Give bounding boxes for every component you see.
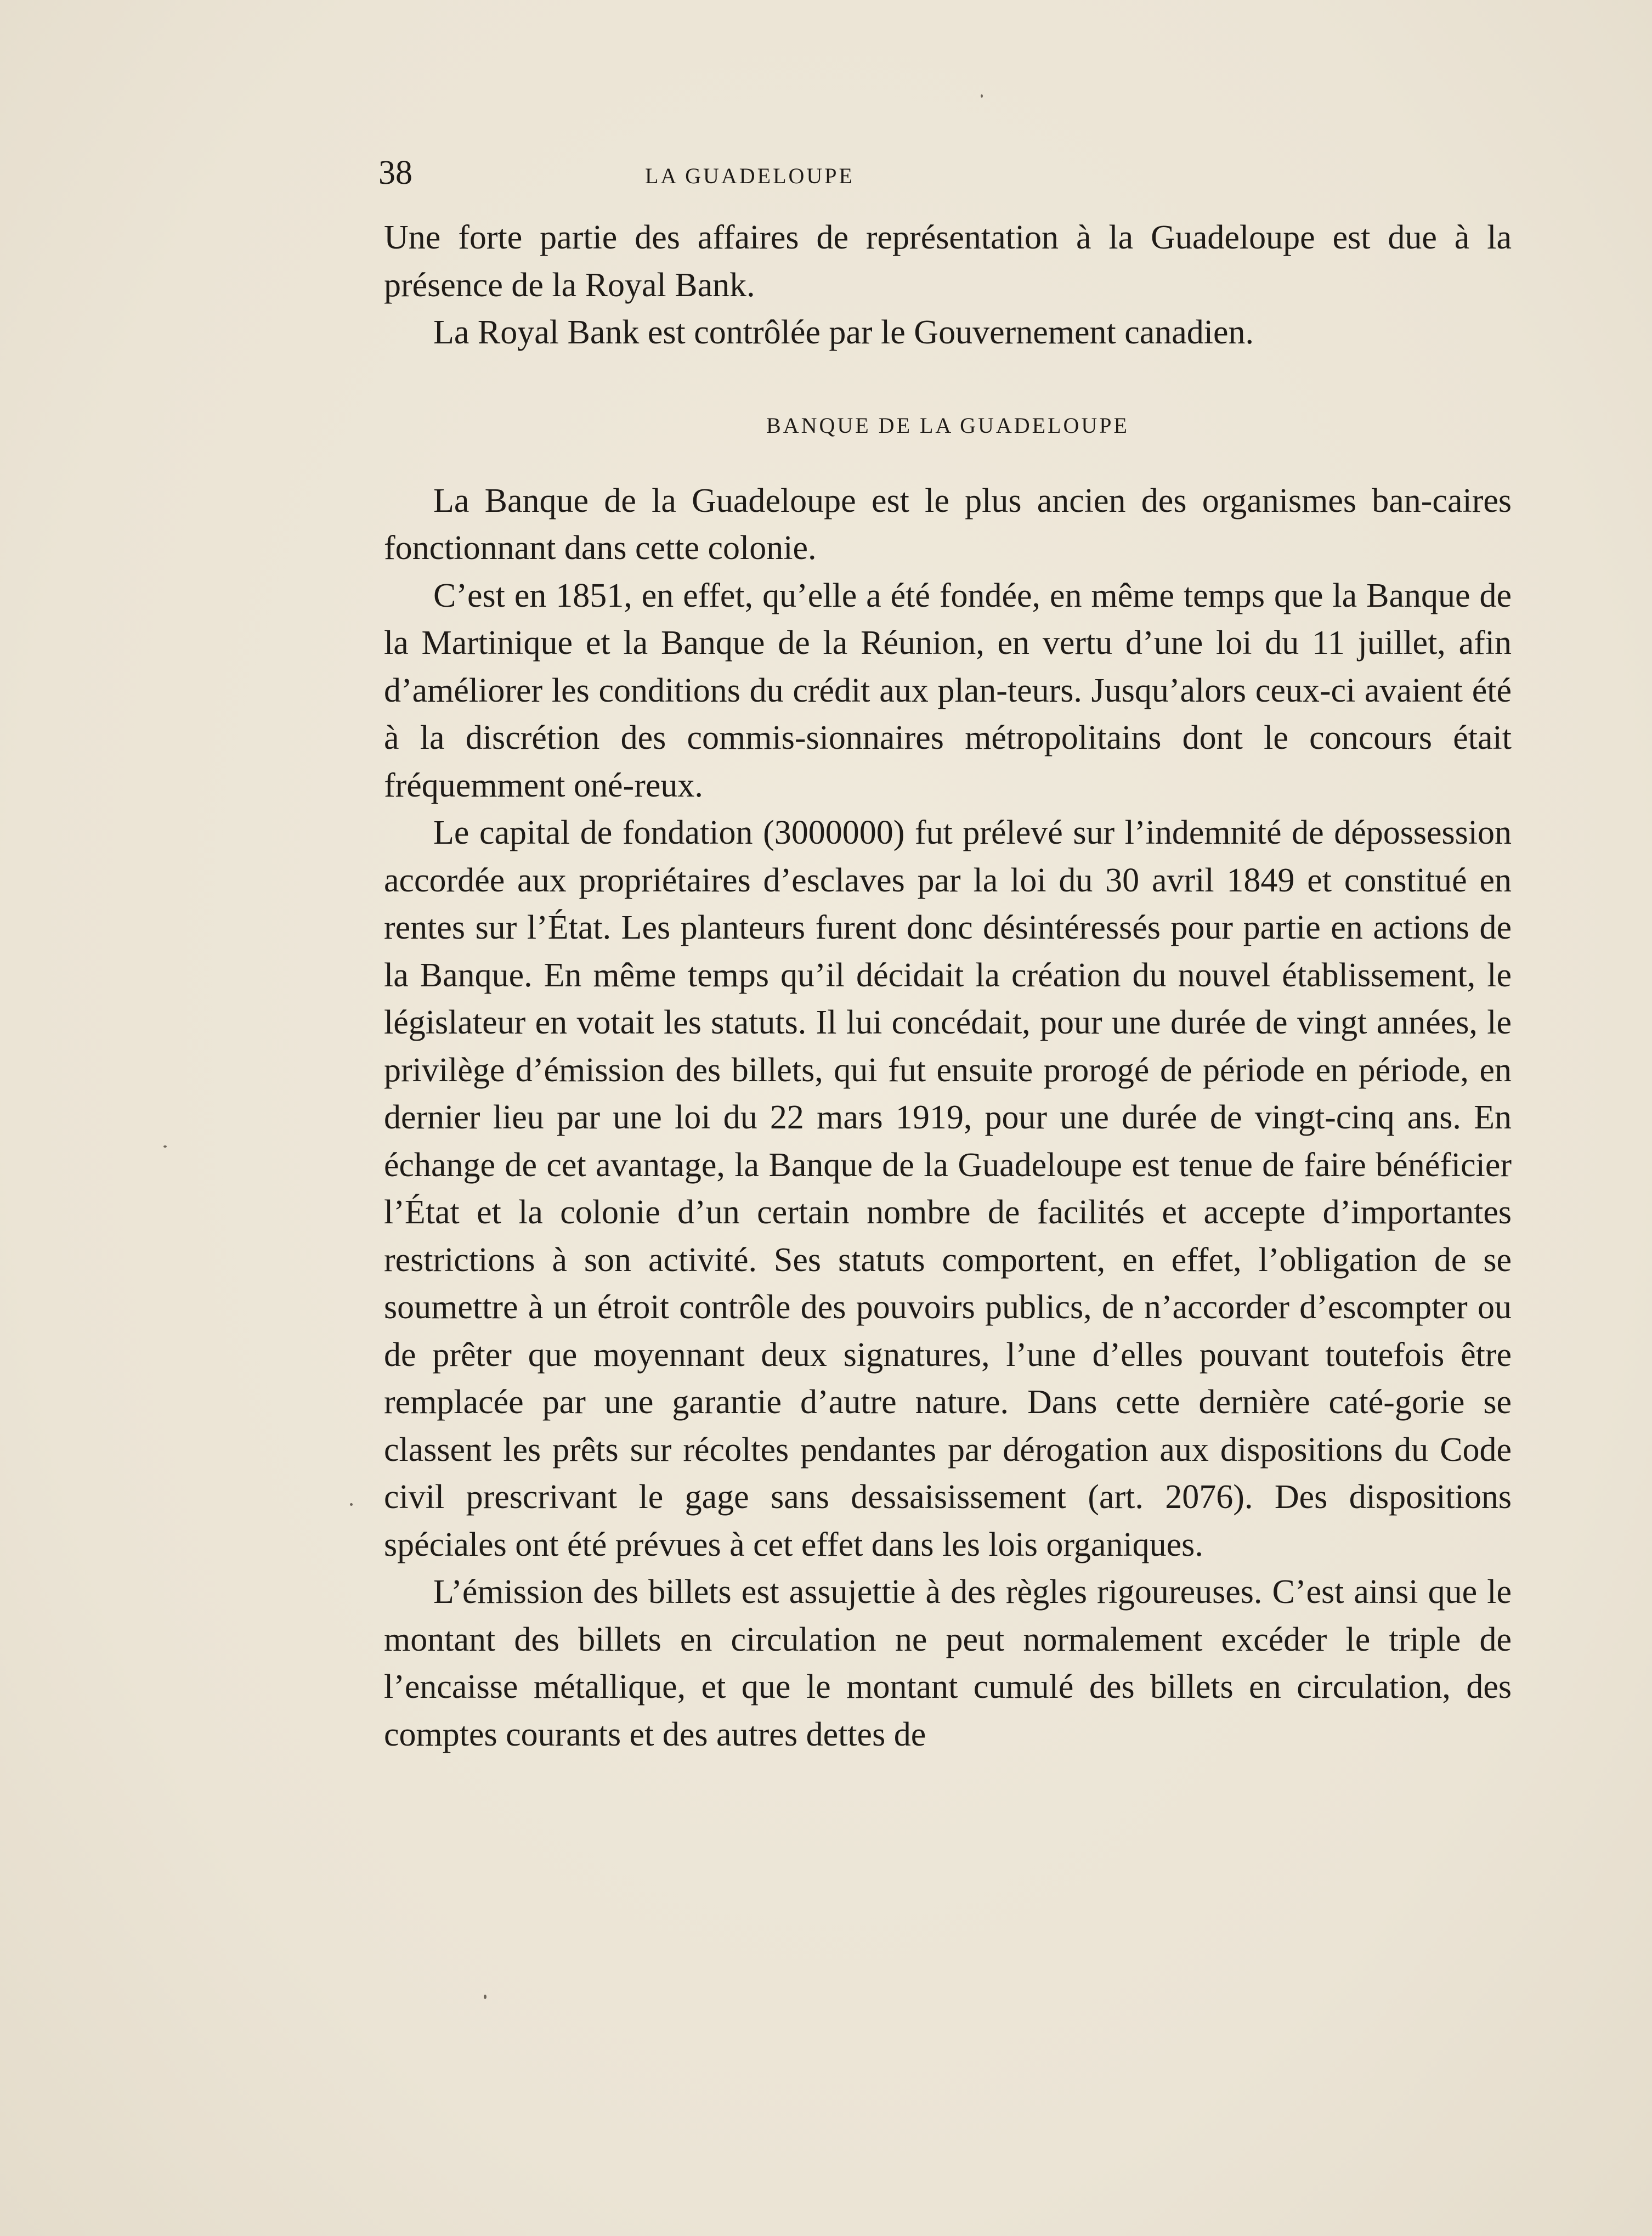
paragraph-capital-fondation: Le capital de fondation (3000000) fut prélevé sur l’indemnité de dépossession accordée aux propriétaires d’esclaves par la loi du 30 avril 1849 et constitué en rentes sur l’État. Les planteurs furent donc désintéressés pour partie en actions de la Banque. En même temps qu’il décidait la création du nouvel établissement, le législateur en votait les statuts. Il lui concédait, pour une durée de vingt années, le privilège d’émission des billets, qui fut ensuite prorogé de période en période, en dernier lieu par une loi du 22 mars 1919, pour une durée de vingt-cinq ans. En échange de cet avantage, la Banque de la Guadeloupe est tenue de faire bénéficier l’État et la colonie d’un certain nombre de facilités et accepte d’importantes restrictions à son activité. Ses statuts comportent, en effet, l’obligation de se soumettre à un étroit contrôle des pouvoirs publics, de n’accorder d’escompter ou de prêter que moyennant deux signatures, l’une d’elles pouvant toutefois être remplacée par une garantie d’autre nature. Dans cette dernière caté-gorie se classent les prêts sur récoltes pendantes par dérogation aux dispositions du Code civil prescrivant le gage sans dessaisissement (art. 2076). Des dispositions spéciales ont été prévues à cet effet dans les lois organiques.	[384, 814, 1512, 1563]
paper-speck	[163, 1145, 167, 1148]
text-block	[384, 214, 1512, 1758]
paragraph-founding-1851: C’est en 1851, en effet, qu’elle a été fondée, en même temps que la Banque de la Martinique et la Banque de la Réunion, en vertu d’une loi du 11 juillet, afin d’améliorer les conditions du crédit aux plan-teurs. Jusqu’alors ceux-ci avaient été à la discrétion des commis-sionnaires métropolitains dont le concours était fréquemment oné-reux.	[384, 577, 1512, 804]
paragraph-banque-origin: La Banque de la Guadeloupe est le plus ancien des organismes ban-caires fonctionnant dans cette colonie.	[384, 482, 1512, 567]
section-title: BANQUE DE LA GUADELOUPE	[766, 413, 1129, 438]
paper-speck	[350, 1503, 353, 1506]
page-number: 38	[378, 154, 412, 191]
paragraph-emission-billets: L’émission des billets est assujettie à des règles rigoureuses. C’est ainsi que le montant des billets en circulation ne peut normalement excéder le triple de l’encaisse métallique, et que le montant cumulé des billets en circulation, des comptes courants et des autres dettes de	[384, 1573, 1512, 1753]
running-head	[378, 148, 1050, 197]
running-title: LA GUADELOUPE	[645, 163, 855, 188]
paper-speck	[484, 1995, 486, 1999]
paper-speck	[981, 94, 983, 98]
royal-bank-paragraph: La Royal Bank est contrôlée par le Gouvernement canadien.	[433, 314, 1254, 351]
intro-paragraph: Une forte partie des affaires de représentation à la Guadeloupe est due à la présence de la Royal Bank.	[384, 219, 1512, 304]
